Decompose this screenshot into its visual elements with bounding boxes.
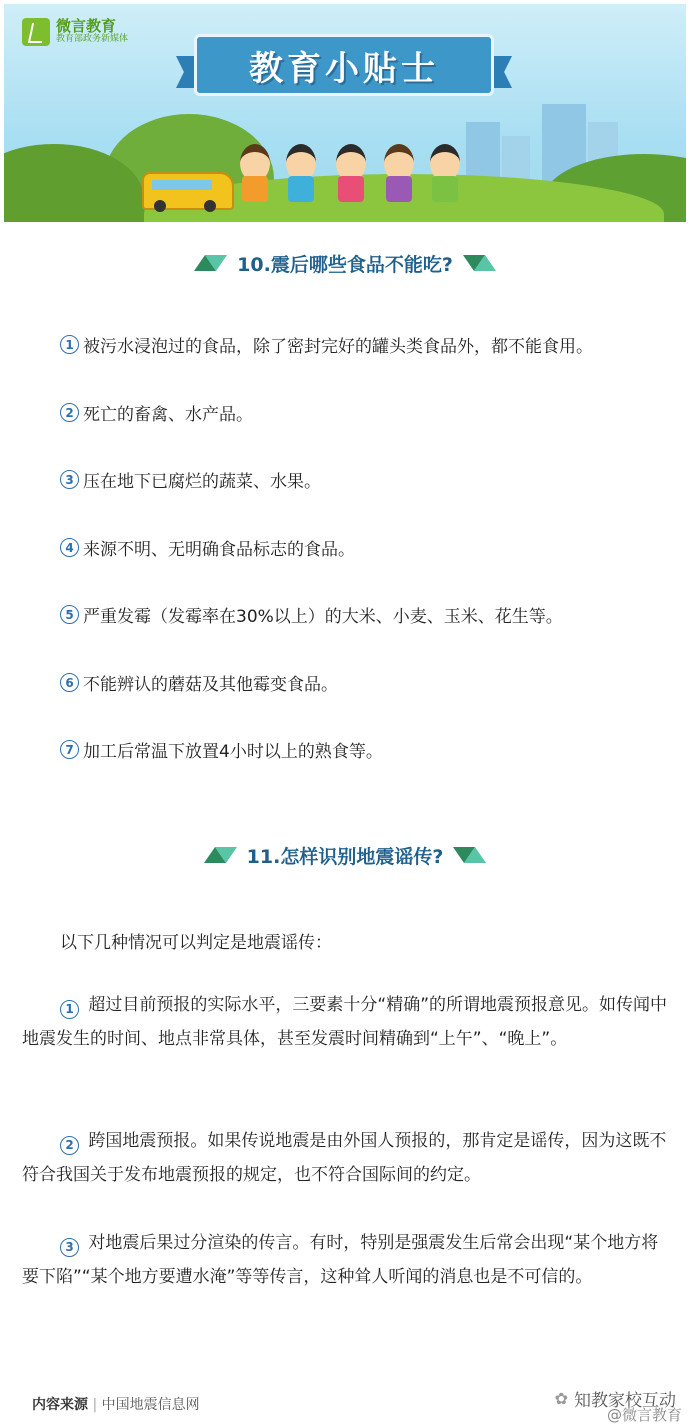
list-item [60, 400, 253, 425]
list-item [60, 467, 321, 492]
list-item [60, 332, 593, 357]
school-bus-icon [142, 172, 234, 210]
source-name: 中国地震信息网 [101, 1397, 200, 1413]
list-item [60, 602, 563, 627]
list-item-text: 压在地下已腐烂的蔬菜、水果。 [83, 472, 321, 492]
footer [0, 1384, 690, 1422]
number-circle-icon: 5 [60, 605, 79, 624]
intro-text: 以下几种情况可以判定是地震谣传： [60, 933, 332, 953]
paragraph-text: 超过目前预报的实际水平，三要素十分“精确”的所谓地震预报意见。如传闻中地震发生的时间、地点非常具体，甚至发震时间精确到“上午”、“晚上”。 [22, 995, 668, 1049]
number-circle-icon: 2 [60, 1136, 79, 1155]
paragraph-text: 对地震后果过分渲染的传言。有时，特别是强震发生后常会出现“某个地方将要下陷”“某个地方要遭水淹”等等传言，这种耸人听闻的消息也是不可信的。 [22, 1233, 659, 1287]
list-item-text: 来源不明、无明确食品标志的食品。 [83, 540, 355, 560]
number-circle-icon: 7 [60, 740, 79, 759]
wechat-icon: ✿ [554, 1389, 568, 1408]
source-label: 内容来源 [32, 1397, 88, 1413]
banner-title: 教育小贴士 [249, 48, 439, 89]
list-item-text: 严重发霉（发霉率在30%以上）的大米、小麦、玉米、花生等。 [83, 607, 563, 627]
logo-icon [22, 18, 50, 46]
watermark-secondary: @微言教育 [606, 1406, 682, 1424]
children-illustration [236, 144, 466, 210]
section-heading-11 [0, 840, 690, 870]
logo-title: 微言教育 [56, 17, 117, 35]
list-item-text: 死亡的畜禽、水产品。 [83, 405, 253, 425]
number-circle-icon: 4 [60, 538, 79, 557]
list-item-text: 加工后常温下放置4小时以上的熟食等。 [83, 742, 383, 762]
paragraph-text: 跨国地震预报。如果传说地震是由外国人预报的，那肯定是谣传，因为这既不符合我国关于发布地震预报的规定，也不符合国际间的约定。 [22, 1131, 667, 1185]
logo-subtitle: 教育部政务新媒体 [56, 34, 129, 44]
paragraph [22, 988, 672, 1056]
list-item-text: 不能辨认的蘑菇及其他霉变食品。 [83, 675, 338, 695]
number-circle-icon: 1 [60, 1000, 79, 1019]
paragraph [22, 1226, 672, 1294]
paragraph [22, 1124, 672, 1192]
triangle-decoration-icon [453, 847, 486, 863]
number-circle-icon: 3 [60, 470, 79, 489]
header-banner [4, 4, 686, 222]
section-title: 11.怎样识别地震谣传? [246, 845, 444, 868]
list-item-text: 被污水浸泡过的食品，除了密封完好的罐头类食品外，都不能食用。 [83, 337, 593, 357]
section-heading-10 [0, 248, 690, 278]
section-title: 10.震后哪些食品不能吃? [237, 253, 453, 276]
logo [22, 18, 128, 46]
number-circle-icon: 1 [60, 335, 79, 354]
list-item [60, 670, 338, 695]
triangle-decoration-icon [204, 847, 237, 863]
number-circle-icon: 2 [60, 403, 79, 422]
triangle-decoration-icon [463, 255, 496, 271]
list-item [60, 535, 355, 560]
number-circle-icon: 3 [60, 1238, 79, 1257]
watermark-text: 知教家校互动 [574, 1391, 676, 1411]
banner-title-board [194, 34, 494, 96]
source-credit: 内容来源 | 中国地震信息网 [32, 1397, 200, 1413]
triangle-decoration-icon [194, 255, 227, 271]
number-circle-icon: 6 [60, 673, 79, 692]
list-item [60, 737, 383, 762]
